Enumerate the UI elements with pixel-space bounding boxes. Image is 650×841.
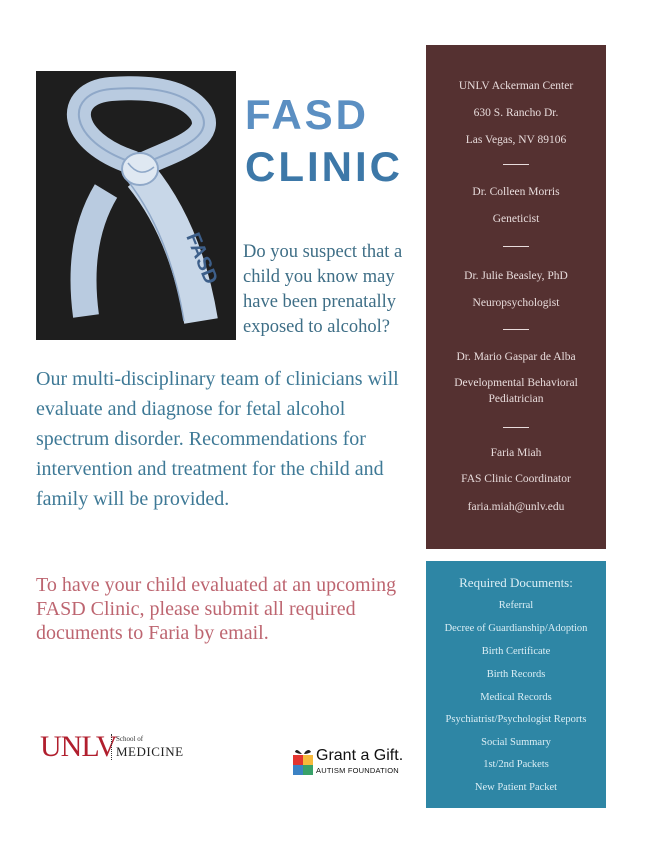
document-item: Birth Certificate xyxy=(481,646,551,657)
person-name: Dr. Mario Gaspar de Alba xyxy=(456,351,576,363)
document-item: Psychiatrist/Psychologist Reports xyxy=(445,714,587,725)
person-role: FAS Clinic Coordinator xyxy=(461,473,571,485)
title-line-2: CLINIC xyxy=(245,143,403,190)
ribbon-icon xyxy=(36,71,236,340)
contact-panel xyxy=(426,45,606,549)
puzzle-gift-icon xyxy=(292,748,314,776)
title-line-1: FASD xyxy=(245,91,370,138)
logo-separator xyxy=(111,734,112,760)
person-name: Faria Miah xyxy=(490,447,542,459)
location-name: UNLV Ackerman Center xyxy=(458,80,574,92)
screening-question: Do you suspect that a child you know may have been prenatally exposed to alcohol? xyxy=(243,242,403,337)
fasd-awareness-ribbon-logo xyxy=(36,71,236,340)
intro-paragraph: Our multi-disciplinary team of clinicians will evaluate and diagnose for fetal alcohol spectrum disorder. Recommendations for intervention and treatment for the child and family will be provided. xyxy=(36,368,399,510)
document-item: Decree of Guardianship/Adoption xyxy=(444,623,588,634)
document-item: Referral xyxy=(498,600,534,611)
divider xyxy=(503,329,529,330)
person-role: Neuropsychologist xyxy=(472,297,560,309)
location-street: 630 S. Rancho Dr. xyxy=(473,107,559,119)
location-city: Las Vegas, NV 89106 xyxy=(465,134,567,146)
coordinator-email[interactable]: faria.miah@unlv.edu xyxy=(467,501,565,513)
required-documents-panel xyxy=(426,561,606,808)
document-item: Social Summary xyxy=(481,737,551,748)
grant-a-gift-name: Grant a Gift. xyxy=(316,747,404,764)
documents-title: Required Documents: xyxy=(459,575,573,590)
person-role: Geneticist xyxy=(492,213,540,225)
school-of-label: School of xyxy=(116,735,144,743)
medicine-label: MEDICINE xyxy=(116,744,184,759)
document-item: Birth Records xyxy=(486,669,546,680)
document-item: Medical Records xyxy=(480,692,552,703)
autism-foundation-label: AUTISM FOUNDATION xyxy=(316,766,399,775)
call-to-action: To have your child evaluated at an upcoming FASD Clinic, please submit all required documents to Faria by email. xyxy=(36,574,397,644)
divider xyxy=(503,246,529,247)
person-name: Dr. Colleen Morris xyxy=(472,186,560,198)
ribbon-text: FASD xyxy=(181,229,222,288)
document-item: 1st/2nd Packets xyxy=(483,759,549,770)
unlv-logo: UNLV xyxy=(40,730,117,763)
divider xyxy=(503,427,529,428)
divider xyxy=(503,164,529,165)
person-role: Developmental Behavioral xyxy=(454,377,578,389)
person-role: Pediatrician xyxy=(488,393,544,405)
person-name: Dr. Julie Beasley, PhD xyxy=(464,270,568,282)
document-item: New Patient Packet xyxy=(474,782,558,793)
